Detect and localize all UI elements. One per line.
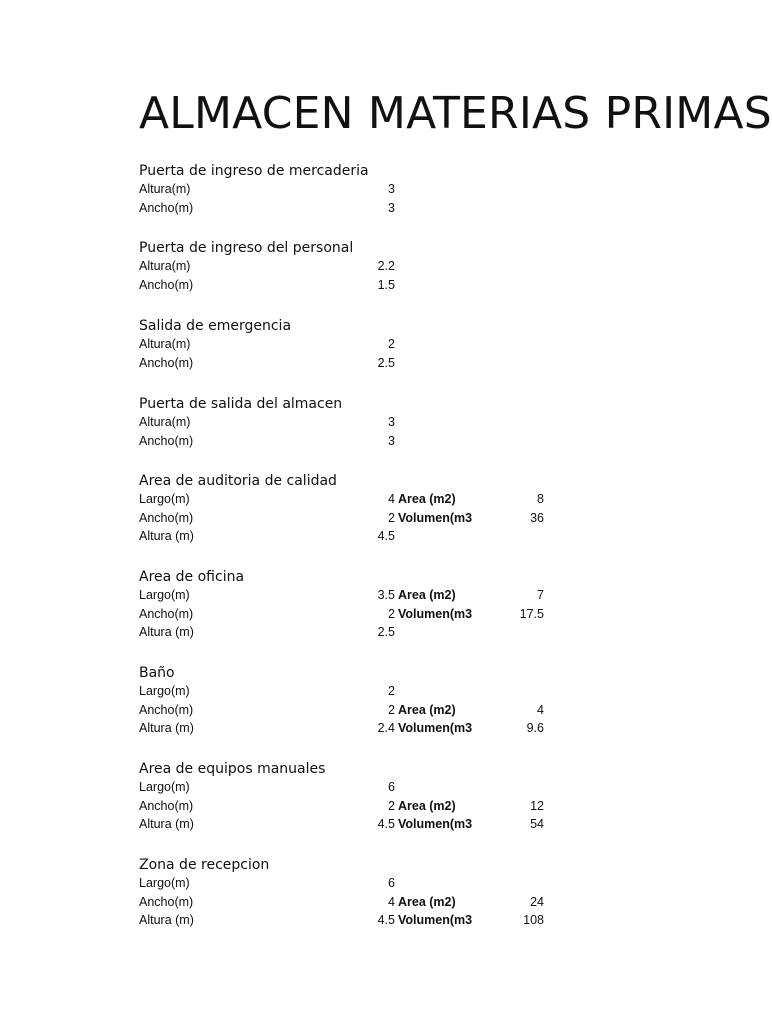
computed-label: Volumen(m3 <box>398 721 473 735</box>
row-value: 2.5 <box>377 625 395 639</box>
data-row <box>0 605 768 623</box>
page-title: ALMACEN MATERIAS PRIMAS <box>139 88 772 139</box>
data-row <box>0 276 768 294</box>
section-title: Baño <box>139 665 175 681</box>
data-row <box>0 527 768 545</box>
computed-value: 7 <box>537 588 544 602</box>
section <box>0 238 768 299</box>
computed-label: Area (m2) <box>398 894 456 909</box>
data-row <box>0 701 768 719</box>
row-label: Ancho(m) <box>139 510 194 525</box>
section-title: Area de auditoria de calidad <box>139 473 337 489</box>
computed-value: 24 <box>530 894 544 909</box>
row-label: Altura(m) <box>139 337 191 351</box>
data-row <box>0 490 768 508</box>
section-title: Area de oficina <box>139 569 245 585</box>
row-value: 2 <box>388 702 395 717</box>
data-row <box>0 893 768 911</box>
section-title: Puerta de ingreso de mercaderia <box>139 163 369 179</box>
data-row <box>0 509 768 527</box>
data-row <box>0 778 768 796</box>
row-value: 6 <box>388 780 395 794</box>
section-title: Puerta de salida del almacen <box>139 396 343 412</box>
computed-value: 17.5 <box>519 606 544 621</box>
data-row <box>0 719 768 737</box>
row-label: Altura (m) <box>139 529 194 543</box>
computed-value: 12 <box>530 798 544 813</box>
data-row <box>0 335 768 353</box>
row-value: 2 <box>388 606 395 621</box>
row-value: 4 <box>388 492 395 506</box>
row-label: Altura (m) <box>139 817 194 831</box>
computed-label: Area (m2) <box>398 492 456 506</box>
section <box>0 759 768 839</box>
row-value: 4.5 <box>377 529 395 543</box>
row-label: Altura (m) <box>139 913 194 927</box>
section-title: Zona de recepcion <box>139 857 270 873</box>
row-value: 2 <box>388 510 395 525</box>
row-label: Altura (m) <box>139 625 194 639</box>
row-label: Ancho(m) <box>139 702 194 717</box>
row-label: Ancho(m) <box>139 894 194 909</box>
computed-value: 108 <box>523 913 544 927</box>
row-label: Ancho(m) <box>139 798 194 813</box>
data-row <box>0 911 768 929</box>
row-value: 2 <box>388 798 395 813</box>
data-row <box>0 623 768 641</box>
row-label: Ancho(m) <box>139 433 194 448</box>
row-label: Ancho(m) <box>139 606 194 621</box>
row-label: Largo(m) <box>139 876 190 890</box>
data-row <box>0 586 768 604</box>
section <box>0 394 768 455</box>
data-row <box>0 199 768 217</box>
section <box>0 855 768 935</box>
computed-value: 36 <box>530 510 544 525</box>
row-value: 3 <box>388 182 395 196</box>
computed-value: 4 <box>537 702 544 717</box>
section <box>0 567 768 647</box>
data-row <box>0 797 768 815</box>
data-row <box>0 354 768 372</box>
data-row <box>0 413 768 431</box>
row-value: 2.2 <box>377 259 395 273</box>
data-row <box>0 180 768 198</box>
computed-label: Area (m2) <box>398 798 456 813</box>
row-value: 3 <box>388 415 395 429</box>
data-row <box>0 874 768 892</box>
section-title: Area de equipos manuales <box>139 761 326 777</box>
row-value: 2 <box>388 684 395 698</box>
row-label: Largo(m) <box>139 492 190 506</box>
row-value: 4.5 <box>377 913 395 927</box>
row-label: Ancho(m) <box>139 277 194 292</box>
row-label: Ancho(m) <box>139 200 194 215</box>
row-value: 3 <box>388 433 395 448</box>
computed-label: Volumen(m3 <box>398 913 473 927</box>
row-label: Altura (m) <box>139 721 194 735</box>
data-row <box>0 257 768 275</box>
data-row <box>0 815 768 833</box>
section <box>0 471 768 551</box>
section <box>0 161 768 222</box>
row-value: 1.5 <box>377 277 395 292</box>
row-label: Largo(m) <box>139 684 190 698</box>
section-title: Salida de emergencia <box>139 318 292 334</box>
data-row <box>0 682 768 700</box>
row-value: 2.5 <box>377 355 395 370</box>
row-label: Ancho(m) <box>139 355 194 370</box>
row-value: 6 <box>388 876 395 890</box>
row-label: Altura(m) <box>139 259 191 273</box>
computed-label: Volumen(m3 <box>398 510 473 525</box>
row-label: Largo(m) <box>139 780 190 794</box>
row-label: Altura(m) <box>139 182 191 196</box>
row-value: 2 <box>388 337 395 351</box>
section <box>0 663 768 743</box>
section <box>0 316 768 377</box>
row-value: 4 <box>388 894 395 909</box>
row-value: 3 <box>388 200 395 215</box>
computed-label: Area (m2) <box>398 588 456 602</box>
computed-label: Volumen(m3 <box>398 817 473 831</box>
data-row <box>0 432 768 450</box>
row-label: Altura(m) <box>139 415 191 429</box>
row-value: 2.4 <box>377 721 395 735</box>
computed-value: 54 <box>530 817 544 831</box>
row-value: 3.5 <box>377 588 395 602</box>
section-title: Puerta de ingreso del personal <box>139 240 354 256</box>
computed-value: 8 <box>537 492 544 506</box>
row-label: Largo(m) <box>139 588 190 602</box>
computed-label: Volumen(m3 <box>398 606 473 621</box>
computed-label: Area (m2) <box>398 702 456 717</box>
row-value: 4.5 <box>377 817 395 831</box>
computed-value: 9.6 <box>526 721 544 735</box>
